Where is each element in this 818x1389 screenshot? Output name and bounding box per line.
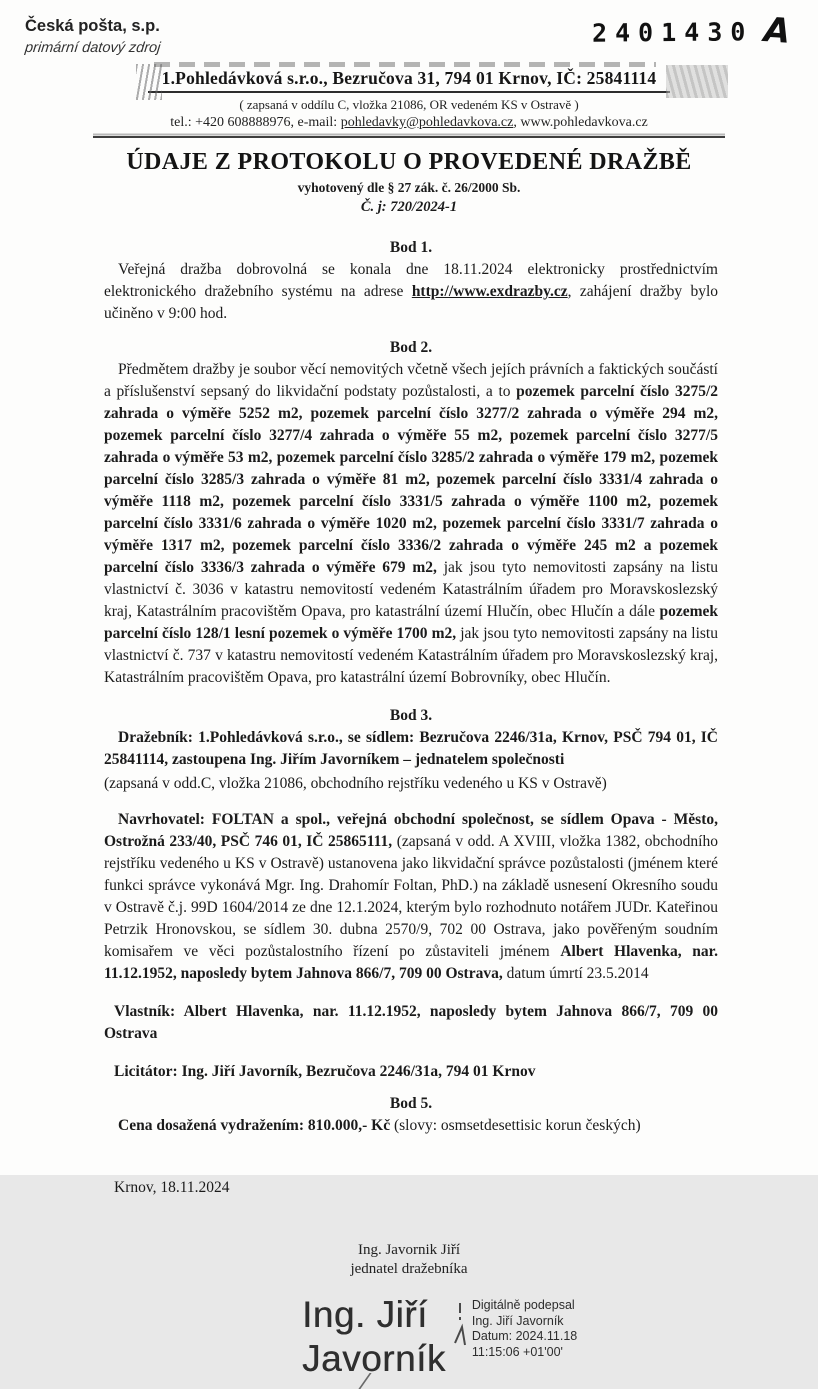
postal-org-name: Česká pošta, s.p.	[25, 17, 160, 35]
deceased-name-bold-text: Albert Hlavenka, nar. 11.12.1952, naposledy bytem Jahnova 866/7, 709 00 Ostrava,	[104, 943, 719, 983]
signer-role: jednatel dražebníka	[350, 1261, 468, 1278]
drazebnik-paragraph	[104, 727, 718, 771]
section-heading-bod2: Bod 2.	[389, 339, 433, 357]
company-line-text: 1.Pohledávková s.r.o., Bezručova 31, 794 01 Krnov, IČ: 25841114	[161, 67, 657, 88]
bod2-parcels-bold-text: pozemek parcelní číslo 3275/2 zahrada o výměře 5252 m2, pozemek parcelní číslo 3277/2 zahrada o výměře 294 m2, pozemek parcelní číslo 3277/4 zahrada o výměře 55 m2, pozemek parcelní číslo 3277/5 zahrada o výměře 53 m2, pozemek parcelní číslo 3285/2 zahrada o výměře 179 m2, pozemek parcelní číslo 3285/3 zahrada o výměře 81 m2, pozemek parcelní číslo 3331/4 zahrada o výměře 1118 m2, pozemek parcelní číslo 3331/5 zahrada o výměře 1100 m2, pozemek parcelní číslo 3331/6 zahrada o výměře 1020 m2, pozemek parcelní číslo 3331/7 zahrada o výměře 1317 m2, pozemek parcelní číslo 3336/2 zahrada o výměře 245 m2 a pozemek parcelní číslo 3336/3 zahrada o výměře 679 m2,	[104, 383, 718, 577]
signer-name: Ing. Javornik Jiří	[357, 1242, 461, 1259]
vlastnik-line: Vlastník: Albert Hlavenka, nar. 11.12.1952, naposledy bytem Jahnova 866/7, 709 00 Ostrava	[104, 1003, 718, 1043]
page-top-row	[0, 0, 818, 57]
letterhead-contact-line	[89, 115, 729, 131]
document-title: ÚDAJE Z PROTOKOLU O PROVEDENÉ DRAŽBĚ	[126, 149, 692, 176]
letterhead-company-line	[148, 67, 671, 93]
signature-name-line2: Javorník	[302, 1338, 446, 1380]
scan-smudge-top	[154, 62, 657, 67]
bod1-text-before-url: Veřejná dražba dobrovolná se konala dne 18.11.2024 elektronicky prostřednictvím elektronického dražebního systému na adrese	[104, 261, 718, 301]
bod2-ending-text: jak jsou tyto nemovitosti zapsány na listu vlastnictví č. 737 v katastru nemovitostí vedeném Katastrálním úřadem pro Moravskoslezský kraj, Katastrálním pracovištěm Opava, pro katastrální území Bobrovníky, obec Hlučín.	[104, 625, 718, 687]
letterhead	[89, 67, 729, 131]
stamp-letter: A	[762, 10, 792, 52]
navrhovatel-bold-text: Navrhovatel: FOLTAN a spol., veřejná obchodní společnost, se sídlem Opava - Město, Ostrožná 233/40, PSČ 746 01, IČ 25865111,	[104, 811, 718, 851]
stamp-number: 2401430	[592, 17, 754, 48]
auction-url-link: http://www.exdrazby.cz	[411, 283, 568, 301]
navrhovatel-paragraph	[104, 809, 718, 985]
signature-note-line4: 11:15:06 +01'00'	[471, 1344, 563, 1359]
bod2-forest-parcel-bold-text: pozemek parcelní číslo 128/1 lesní pozemek o výměře 1700 m2,	[104, 603, 718, 643]
signature-name-line1: Ing. Jiří	[302, 1294, 428, 1336]
drazebnik-registration-note: (zapsaná v odd.C, vložka 21086, obchodního rejstříku vedeného u KS v Ostravě)	[104, 775, 607, 793]
document-reference-number: Č. j: 720/2024-1	[360, 199, 458, 216]
signer-block	[0, 1241, 818, 1279]
navrhovatel-normal-text: (zapsaná v odd. A XVIII, vložka 1382, obchodního rejstříku vedeného u KS v Ostravě) ustanovena jako likvidační správce pozůstalosti (jménem které funkci správce vykonává Mgr. Ing. Drahomír Foltan, PhD.) na základě usnesení Okresního soudu v Ostravě č.j. 99D 1604/2014 ze dne 12.1.2024, kterým bylo rozhodnuto notářem JUDr. Kateřinou Petrzik Hronovskou, se sídlem 30. dubna 2570/9, 702 00 Ostrava, jako pověřeným soudním komisařem ve věci pozůstalostního řízení po zůstaviteli jménem	[104, 833, 718, 961]
document-subtitle: vyhotovený dle § 27 zák. č. 26/2000 Sb.	[297, 180, 521, 196]
digital-signature-block	[302, 1293, 818, 1381]
postal-sub-label: primární datový zdroj	[24, 39, 162, 56]
stamp-block	[592, 10, 792, 52]
email-link: pohledavky@pohledavkova.cz	[340, 114, 514, 130]
contact-suffix-text: , www.pohledavkova.cz	[513, 114, 648, 130]
postal-sender-block	[25, 16, 160, 57]
price-bold-text: Cena dosažená vydražením: 810.000,- Kč	[118, 1117, 391, 1135]
document-body	[0, 239, 818, 1197]
scan-smudge-right	[666, 65, 728, 98]
contact-prefix-text: tel.: +420 608888976, e-mail:	[170, 114, 341, 130]
bod2-mid-text: jak jsou tyto nemovitosti zapsány na listu vlastnictví č. 3036 v katastru nemovitostí vedeném Katastrálním úřadem pro Moravskoslezský kraj, Katastrálním pracovištěm Opava, pro katastrální území Hlučín, obec Hlučín a dále	[104, 559, 718, 621]
digital-signature-note	[472, 1293, 577, 1360]
price-paragraph	[104, 1115, 718, 1137]
letterhead-registration-line: ( zapsaná v oddílu C, vložka 21086, OR vedeném KS v Ostravě )	[239, 96, 579, 112]
section-heading-bod1: Bod 1.	[389, 239, 433, 257]
digital-signature-name	[302, 1293, 446, 1381]
bod2-intro-text: Předmětem dražby je soubor věcí nemovitých včetně všech jejích právních a faktických součástí a příslušenství sepsaný do likvidační podstaty pozůstalosti, a to	[104, 361, 718, 401]
bod2-paragraph	[104, 359, 718, 689]
signature-note-line1: Digitálně podepsal	[471, 1298, 575, 1313]
section-heading-bod3: Bod 3.	[389, 707, 433, 725]
signature-squiggle-icon	[452, 1297, 468, 1369]
navrhovatel-end-text: datum úmrtí 23.5.2014	[502, 965, 649, 983]
letterhead-divider	[93, 136, 725, 139]
signature-note-line2: Ing. Jiří Javorník	[471, 1313, 564, 1328]
bod1-text-after-url: , zahájení dražby bylo učiněno v 9:00 hod.	[104, 283, 719, 323]
place-and-date-line: Krnov, 18.11.2024	[114, 1179, 230, 1197]
licitator-line: Licitátor: Ing. Jiří Javorník, Bezručova 2246/31a, 794 01 Krnov	[114, 1063, 536, 1081]
price-words-text: (slovy: osmsetdesettisic korun českých)	[390, 1117, 641, 1135]
scan-smudge-left	[136, 64, 162, 100]
bod1-paragraph	[104, 259, 718, 325]
drazebnik-bold-text: Dražebník: 1.Pohledávková s.r.o., se sídlem: Bezručova 2246/31a, Krnov, PSČ 794 01, IČ 25841114, zastoupena Ing. Jiřím Javorníkem – jednatelem společnosti	[104, 729, 718, 769]
signature-note-line3: Datum: 2024.11.18	[471, 1329, 578, 1344]
section-heading-bod5: Bod 5.	[389, 1095, 433, 1113]
